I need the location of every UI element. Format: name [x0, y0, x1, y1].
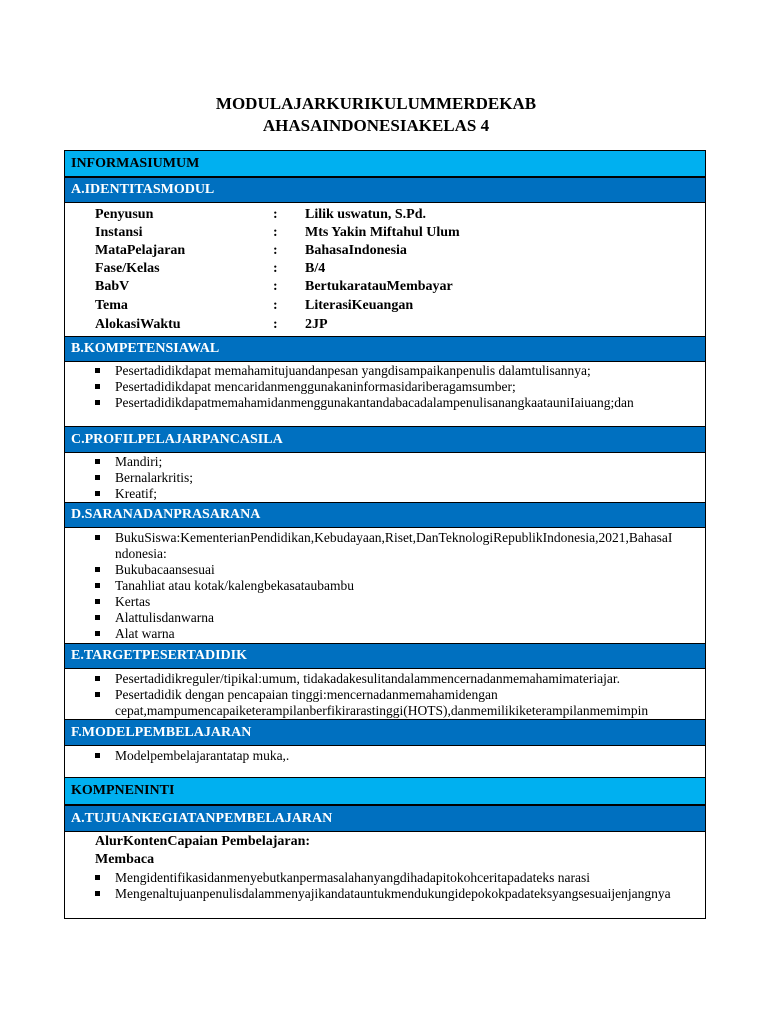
- list-item: Pesertadidikreguler/tipikal:umum, tidakadakesulitandalammencernadanmemahamimateriajar.: [93, 671, 695, 687]
- identitas-label: Instansi: [95, 225, 143, 240]
- identitas-value: Lilik uswatun, S.Pd.: [305, 207, 426, 222]
- list-item: Mengenaltujuanpenulisdalammenyajikandatauntukmendukungidepokokpadateksyangsesuaijenjangnya: [93, 886, 671, 902]
- identitas-separator: :: [273, 298, 278, 313]
- list-item: Tanahliat atau kotak/kalengbekasataubambu: [93, 578, 695, 594]
- section-informasi-umum: INFORMASIUMUM: [65, 151, 705, 177]
- identitas-label: Tema: [95, 298, 128, 313]
- identitas-value: BahasaIndonesia: [305, 243, 407, 258]
- identitas-separator: :: [273, 243, 278, 258]
- list-item: Mandiri;: [93, 454, 193, 470]
- list-item: Bernalarkritis;: [93, 470, 193, 486]
- document-title-line2: AHASAINDONESIAKELAS 4: [262, 116, 490, 135]
- list-item: BukuSiswa:KementerianPendidikan,Kebudayaan,Riset,DanTeknologiRepublikIndonesia,2021,BahasaI ndonesia:: [93, 530, 695, 562]
- list-item: PesertadidikdapatmemahamidanmenggunakantandabacadalampenulisanangkaatauniIaiuang;dan: [93, 395, 634, 411]
- identitas-label: BabV: [95, 279, 130, 294]
- section-sarana-prasarana: D.SARANADANPRASARANA: [65, 502, 705, 528]
- list-item: Pesertadidikdapat memahamitujuandanpesan yangdisampaikanpenulis dalamtulisannya;: [93, 363, 634, 379]
- identitas-label: Penyusun: [95, 207, 154, 222]
- list-item: Alat warna: [93, 626, 695, 642]
- section-model-pembelajaran: F.MODELPEMBELAJARAN: [65, 719, 705, 746]
- list-item: Kreatif;: [93, 486, 193, 502]
- identitas-separator: :: [273, 225, 278, 240]
- profil-list: [93, 454, 193, 502]
- tujuan-list: [93, 870, 671, 902]
- sarana-list: [93, 530, 695, 642]
- document-title-line1: MODULAJARKURIKULUMMERDEKAB: [215, 94, 537, 113]
- list-item: Pesertadidik dengan pencapaian tinggi:mencernadanmemahamidengan cepat,mampumencapaiketerampilanberfikirarastinggi(HOTS),danmemilikiketerampilanmemimpin: [93, 687, 695, 719]
- module-table: [64, 150, 706, 919]
- identitas-value: LiterasiKeuangan: [305, 298, 414, 313]
- identitas-separator: :: [273, 261, 278, 276]
- list-item: Pesertadidikdapat mencaridanmenggunakaninformasidariberagamsumber;: [93, 379, 634, 395]
- identitas-label: AlokasiWaktu: [95, 317, 181, 332]
- section-profil-pancasila: C.PROFILPELAJARPANCASILA: [65, 426, 705, 453]
- alur-konten-heading: AlurKontenCapaian Pembelajaran:: [95, 834, 311, 849]
- identitas-separator: :: [273, 279, 278, 294]
- model-list: [93, 748, 289, 764]
- list-item: Kertas: [93, 594, 695, 610]
- section-identitas-modul: A.IDENTITASMODUL: [65, 177, 705, 203]
- identitas-separator: :: [273, 317, 278, 332]
- section-kompetensi-awal: B.KOMPETENSIAWAL: [65, 336, 705, 362]
- identitas-label: MataPelajaran: [95, 243, 186, 258]
- section-target-peserta-didik: E.TARGETPESERTADIDIK: [65, 643, 705, 669]
- identitas-value: 2JP: [305, 317, 328, 332]
- kompetensi-list: [93, 363, 634, 411]
- identitas-label: Fase/Kelas: [95, 261, 160, 276]
- section-tujuan-kegiatan: A.TUJUANKEGIATANPEMBELAJARAN: [65, 805, 705, 832]
- list-item: Mengidentifikasidanmenyebutkanpermasalahanyangdihadapitokohceritapadateks narasi: [93, 870, 671, 886]
- target-list: [93, 671, 695, 719]
- membaca-heading: Membaca: [95, 852, 155, 867]
- list-item: Modelpembelajarantatap muka,.: [93, 748, 289, 764]
- identitas-value: BertukaratauMembayar: [305, 279, 453, 294]
- section-komponen-inti: KOMPNENINTI: [65, 777, 705, 805]
- identitas-value: B/4: [305, 261, 326, 276]
- list-item: Bukubacaansesuai: [93, 562, 695, 578]
- list-item: Alattulisdanwarna: [93, 610, 695, 626]
- identitas-separator: :: [273, 207, 278, 222]
- identitas-value: Mts Yakin Miftahul Ulum: [305, 225, 460, 240]
